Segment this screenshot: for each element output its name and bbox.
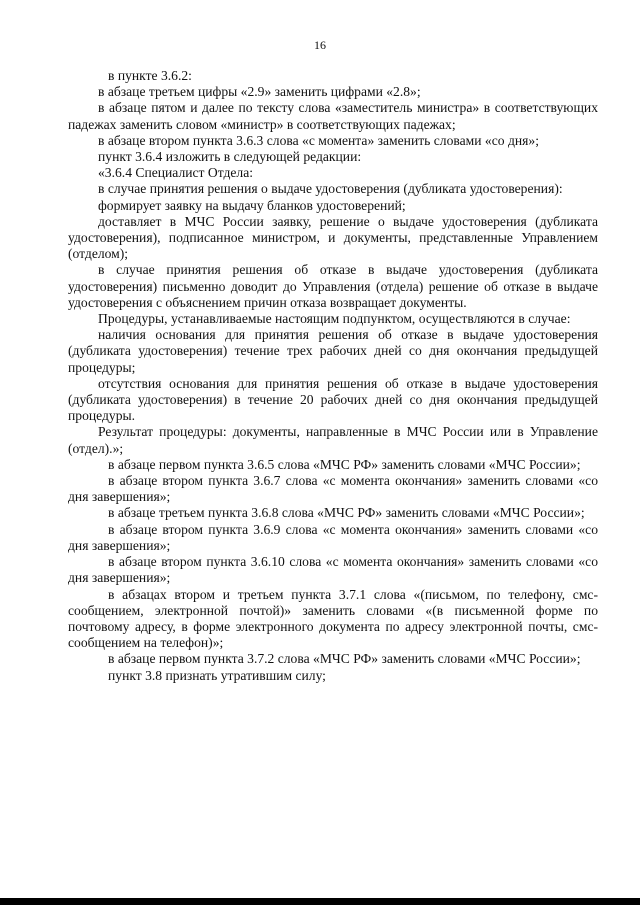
paragraph: в абзаце втором пункта 3.6.3 слова «с момента» заменить словами «со дня»;	[98, 132, 539, 148]
scan-edge	[0, 898, 640, 905]
paragraph: в абзаце первом пункта 3.6.5 слова «МЧС РФ» заменить словами «МЧС России»;	[108, 456, 581, 472]
paragraph: отсутствия основания для принятия решения об отказе в выдаче удостоверения (дубликата удостоверения) в течение 20 рабочих дней со дня окончания предыдущей процедуры.	[68, 375, 598, 424]
paragraph: наличия основания для принятия решения об отказе в выдаче удостоверения (дубликата удостоверения) течение трех рабочих дней со дня окончания предыдущей процедуры;	[68, 327, 598, 375]
paragraph: в абзаце втором пункта 3.6.7 слова «с момента окончания» заменить словами «со дня завершения»;	[68, 473, 598, 505]
paragraph: в абзаце третьем пункта 3.6.8 слова «МЧС РФ» заменить словами «МЧС России»;	[108, 505, 585, 521]
paragraph: в пункте 3.6.2:	[108, 68, 192, 83]
paragraph: Процедуры, устанавливаемые настоящим подпунктом, осуществляются в случае:	[98, 311, 571, 327]
paragraph: в абзаце первом пункта 3.7.2 слова «МЧС РФ» заменить словами «МЧС России»;	[108, 651, 581, 667]
paragraph: в абзаце пятом и далее по тексту слова «заместитель министра» в соответствующих падежах заменить словом «министр» в соответствующих падежах;	[68, 100, 598, 132]
paragraph: в случае принятия решения об отказе в выдаче удостоверения (дубликата удостоверения) письменно доводит до Управления (отдела) решение об отказе в выдаче удостоверения с объяснением причин отказа возвращает документы.	[68, 262, 598, 310]
paragraph: «3.6.4 Специалист Отдела:	[98, 165, 254, 181]
page-number: 16	[314, 38, 326, 52]
paragraph: в абзаце втором пункта 3.6.9 слова «с момента окончания» заменить словами «со дня завершения»;	[68, 521, 598, 553]
paragraph: формирует заявку на выдачу бланков удостоверений;	[98, 197, 406, 213]
paragraph: в абзацах втором и третьем пункта 3.7.1 слова «(письмом, по телефону, смс-сообщением, электронной почтой)» заменить словами «(в письменной форме по почтовому адресу, в форме электронного документа по адресу электронной почты, смс-сообщением на телефон)»;	[68, 586, 598, 651]
paragraph: в случае принятия решения о выдаче удостоверения (дубликата удостоверения):	[98, 181, 563, 197]
document-body	[68, 68, 598, 684]
paragraph: Результат процедуры: документы, направленные в МЧС России или в Управление (отдел).»;	[68, 424, 598, 456]
paragraph: пункт 3.6.4 изложить в следующей редакции:	[98, 149, 362, 165]
paragraph: пункт 3.8 признать утратившим силу;	[108, 667, 326, 683]
paragraph: в абзаце втором пункта 3.6.10 слова «с момента окончания» заменить словами «со дня завершения»;	[68, 554, 598, 586]
paragraph: в абзаце третьем цифры «2.9» заменить цифрами «2.8»;	[98, 84, 421, 100]
paragraph: доставляет в МЧС России заявку, решение о выдаче удостоверения (дубликата удостоверения), подписанное министром, и документы, представленные Управлением (отделом);	[68, 213, 598, 262]
